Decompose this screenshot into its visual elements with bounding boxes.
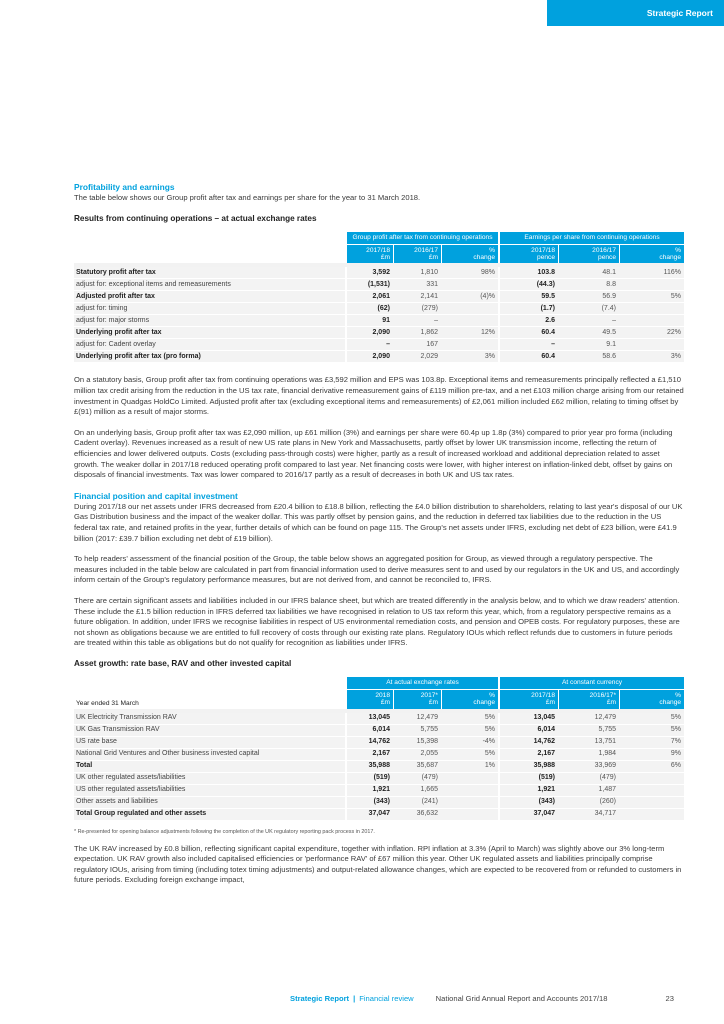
cell-value: 15,398 [393, 737, 441, 749]
cell-value [441, 797, 498, 809]
column-header-line1: 2017/18 [531, 691, 556, 699]
column-header-line1: 2017/18 [366, 246, 390, 254]
cell-value: (519) [345, 773, 393, 785]
cell-value: 14,762 [498, 737, 558, 749]
cell-value: 1,984 [558, 749, 619, 761]
cell-value: 1,921 [345, 785, 393, 797]
results-table-title: Results from continuing operations – at actual exchange rates [74, 213, 317, 223]
cell-value: 36,632 [393, 809, 441, 821]
row-header-label: Year ended 31 March [76, 699, 139, 707]
cell-value: 167 [393, 339, 441, 351]
cell-value: 9.1 [558, 339, 619, 351]
column-header [558, 689, 619, 709]
cell-value: 5,755 [558, 725, 619, 737]
footer-separator: | [353, 994, 356, 1003]
row-label: adjust for: timing [74, 303, 345, 315]
page-number: 23 [665, 994, 674, 1003]
row-label: Adjusted profit after tax [74, 291, 345, 303]
cell-value: 37,047 [345, 809, 393, 821]
column-header [498, 244, 558, 264]
profitability-intro: The table below shows our Group profit after tax and earnings per share for the year to 31 March 2018. [74, 193, 421, 202]
column-group-header: At actual exchange rates [345, 677, 498, 689]
row-label: UK Gas Transmission RAV [74, 725, 345, 737]
column-header-line2: change [659, 699, 682, 707]
cell-value: 6,014 [498, 725, 558, 737]
cell-value: 5% [619, 725, 684, 737]
header-blank [74, 232, 345, 244]
cell-value: 2,141 [393, 291, 441, 303]
financial-position-paragraph-2: To help readers' assessment of the financial position of the Group, the table below shows an aggregated position for Group, as viewed through a regulatory perspective. The measures included in the table below are calculated in part from financial information used to derive measures sent to and used by our regulators in the UK and US, and accordingly inform certain of the Group's regulatory performance measures, but are not derived from, and cannot be reconciled to, IFRS. [74, 554, 680, 585]
column-header [558, 244, 619, 264]
cell-value: – [345, 339, 393, 351]
column-header [441, 689, 498, 709]
table-row [74, 351, 684, 363]
cell-value: (241) [393, 797, 441, 809]
column-header-line2: £m [428, 254, 438, 261]
table-row [74, 339, 684, 351]
column-header-line1: % [489, 691, 496, 699]
column-header-line2: £m [380, 254, 390, 261]
table-row [74, 303, 684, 315]
column-header [619, 244, 684, 264]
cell-value: 12,479 [393, 713, 441, 725]
cell-value: 3,592 [345, 267, 393, 279]
cell-value: 14,762 [345, 737, 393, 749]
cell-value [441, 339, 498, 351]
cell-value: 34,717 [558, 809, 619, 821]
cell-value: (7.4) [558, 303, 619, 315]
column-header-line1: 2016/17* [589, 691, 617, 699]
column-header-line1: % [675, 246, 682, 254]
cell-value: – [558, 315, 619, 327]
cell-value: 35,988 [345, 761, 393, 773]
cell-value: 6% [619, 761, 684, 773]
cell-value: 5% [441, 749, 498, 761]
cell-value: (519) [498, 773, 558, 785]
column-header-line2: £m [428, 699, 438, 707]
cell-value: 5,755 [393, 725, 441, 737]
financial-position-heading: Financial position and capital investment [74, 490, 238, 501]
table-row [74, 773, 684, 785]
column-group-header: Earnings per share from continuing operations [498, 232, 684, 244]
page-footer [290, 994, 710, 1004]
cell-value: – [498, 339, 558, 351]
row-label: US other regulated assets/liabilities [74, 785, 345, 797]
cell-value: 91 [345, 315, 393, 327]
cell-value: 1% [441, 761, 498, 773]
cell-value: 22% [619, 327, 684, 339]
cell-value: 2.6 [498, 315, 558, 327]
page-content [74, 182, 684, 886]
cell-value: 3% [619, 351, 684, 363]
row-label: Underlying profit after tax [74, 327, 345, 339]
column-header-line1: 2016/17 [592, 246, 616, 254]
column-header-line1: % [489, 246, 495, 254]
cell-value [441, 773, 498, 785]
cell-value: (343) [498, 797, 558, 809]
cell-value: 8.8 [558, 279, 619, 291]
results-table [74, 232, 684, 364]
table-row [74, 809, 684, 821]
cell-value [441, 303, 498, 315]
cell-value: (1.7) [498, 303, 558, 315]
cell-value: 37,047 [498, 809, 558, 821]
footer-section-link[interactable]: Strategic Report [290, 994, 350, 1003]
section-header-title: Strategic Report [646, 8, 713, 18]
asset-growth-footnote: * Re-presented for opening balance adjustments following the completion of the UK regulatory reporting pack process in 2017. [74, 828, 375, 835]
column-header-line2: change [659, 254, 682, 261]
row-label: Underlying profit after tax (pro forma) [74, 351, 345, 363]
cell-value [441, 279, 498, 291]
cell-value: 13,751 [558, 737, 619, 749]
column-group-header: At constant currency [498, 677, 684, 689]
cell-value: 2,090 [345, 351, 393, 363]
row-label: Statutory profit after tax [74, 267, 345, 279]
cell-value: 2,090 [345, 327, 393, 339]
column-header [441, 244, 498, 264]
header-blank [74, 244, 345, 264]
cell-value [619, 797, 684, 809]
column-header-line1: 2018 [375, 691, 390, 699]
row-label: adjust for: major storms [74, 315, 345, 327]
column-header-line2: £m [545, 699, 556, 707]
row-label: Total [74, 761, 345, 773]
cell-value [619, 785, 684, 797]
column-header-line2: pence [598, 254, 616, 261]
column-header-line2: £m [606, 699, 617, 707]
cell-value: (279) [393, 303, 441, 315]
table-row [74, 291, 684, 303]
cell-value: 2,029 [393, 351, 441, 363]
row-label: US rate base [74, 737, 345, 749]
column-header-line1: 2016/17 [414, 246, 438, 254]
cell-value [619, 315, 684, 327]
footer-subsection-link[interactable]: Financial review [359, 994, 414, 1003]
cell-value: 60.4 [498, 351, 558, 363]
table-row [74, 725, 684, 737]
row-label: Other assets and liabilities [74, 797, 345, 809]
cell-value: (4)% [441, 291, 498, 303]
column-header-line2: change [473, 699, 496, 707]
column-header [619, 689, 684, 709]
cell-value: 2,167 [498, 749, 558, 761]
cell-value [441, 785, 498, 797]
cell-value: 35,988 [498, 761, 558, 773]
cell-value: 3% [441, 351, 498, 363]
row-label: adjust for: exceptional items and remeasurements [74, 279, 345, 291]
table-row [74, 749, 684, 761]
cell-value: 7% [619, 737, 684, 749]
cell-value: (479) [558, 773, 619, 785]
cell-value [441, 315, 498, 327]
cell-value: 5% [441, 713, 498, 725]
cell-value: 48.1 [558, 267, 619, 279]
table-row [74, 315, 684, 327]
cell-value: (62) [345, 303, 393, 315]
cell-value: – [393, 315, 441, 327]
cell-value [619, 809, 684, 821]
cell-value [619, 773, 684, 785]
cell-value: 98% [441, 267, 498, 279]
row-label: UK Electricity Transmission RAV [74, 713, 345, 725]
cell-value: 5% [441, 725, 498, 737]
column-header-line2: pence [537, 254, 555, 261]
profitability-paragraph-1: On a statutory basis, Group profit after tax from continuing operations was £3,592 million and EPS was 103.8p. Exceptional items and remeasurements principally reflected a £1,510 million tax credit arising from the reduction in the US tax rate, financial derivative remeasurement gains of £119 million pre-tax, and a net £103 million charge arising from our retained investment in Quadgas HoldCo Limited. Adjusted profit after tax (excluding exceptional items and remeasurements) of £2,061 million included £62 million, relating to timing offset by £(91) million as a result of major storms. [74, 375, 684, 417]
cell-value: 5% [619, 713, 684, 725]
table-row [74, 267, 684, 279]
cell-value: 13,045 [345, 713, 393, 725]
table-row [74, 761, 684, 773]
cell-value: (479) [393, 773, 441, 785]
column-header [345, 244, 393, 264]
cell-value: 49.5 [558, 327, 619, 339]
cell-value: 12% [441, 327, 498, 339]
table-row [74, 737, 684, 749]
header-blank [74, 677, 345, 689]
cell-value: 331 [393, 279, 441, 291]
cell-value: 9% [619, 749, 684, 761]
column-header [498, 689, 558, 709]
asset-growth-table [74, 677, 684, 821]
column-header-line1: % [675, 691, 682, 699]
cell-value: 59.5 [498, 291, 558, 303]
cell-value: 1,921 [498, 785, 558, 797]
cell-value: 116% [619, 267, 684, 279]
cell-value: 2,055 [393, 749, 441, 761]
profitability-paragraph-2: On an underlying basis, Group profit after tax was £2,090 million, up £61 million (3%) and earnings per share were 60.4p up 1.8p (3%) compared to prior year pro forma (including Cadent overlay). Revenues increased as a result of new US rate plans in New York and Massachusetts, partly offset by lower UK transmission income, reflecting the return of efficiencies and lower delivered outputs. Costs (excluding pass-through costs) were higher, partly as a result of increased workload and additional depreciation related to asset growth. The weaker dollar in 2017/18 reduced operating profit compared to last year. Net financing costs were lower, with higher interest on inflation-linked debt, offset by gains on disposals of financial investments. Tax was lower compared to 2016/17 partly as a result of decreases in both UK and US tax rates. [74, 427, 673, 480]
cell-value: 58.6 [558, 351, 619, 363]
column-header-line1: 2017* [420, 691, 438, 699]
table-row [74, 797, 684, 809]
row-label: National Grid Ventures and Other business invested capital [74, 749, 345, 761]
table-row [74, 327, 684, 339]
cell-value: (1,531) [345, 279, 393, 291]
cell-value: 12,479 [558, 713, 619, 725]
cell-value: (44.3) [498, 279, 558, 291]
cell-value: 1,810 [393, 267, 441, 279]
cell-value: 6,014 [345, 725, 393, 737]
column-group-header: Group profit after tax from continuing operations [345, 232, 498, 244]
cell-value [619, 279, 684, 291]
cell-value: (260) [558, 797, 619, 809]
financial-position-paragraph-3: There are certain significant assets and liabilities included in our IFRS balance sheet, but which are treated differently in the analysis below, and to which we draw readers' attention. These include the £1.5 billion reduction in IFRS deferred tax liabilities we have recognised in relation to US tax reform this year, which, from a regulatory perspective remains as a future obligation. In addition, under IFRS we recognise liabilities in respect of US environmental remediation costs, and pension and OPEB costs. For regulatory purposes, these are not shown as obligations because we are entitled to full recovery of costs through our existing rate plans. Regulatory IOUs which reflect refunds due to customers in future periods are treated within this table as obligations but do not qualify for recognition as liabilities under IFRS. [74, 595, 680, 648]
column-header-line1: 2017/18 [531, 246, 555, 254]
row-label: adjust for: Cadent overlay [74, 339, 345, 351]
cell-value: 1,862 [393, 327, 441, 339]
column-header [345, 689, 393, 709]
row-label: Total Group regulated and other assets [74, 809, 345, 821]
table-row [74, 279, 684, 291]
asset-growth-table-title: Asset growth: rate base, RAV and other invested capital [74, 658, 292, 668]
table-row [74, 785, 684, 797]
cell-value: 56.9 [558, 291, 619, 303]
profitability-heading: Profitability and earnings [74, 182, 175, 192]
cell-value: 1,487 [558, 785, 619, 797]
column-header-line2: change [473, 254, 495, 261]
cell-value: 2,167 [345, 749, 393, 761]
cell-value: 2,061 [345, 291, 393, 303]
column-header [393, 689, 441, 709]
financial-position-paragraph-1: During 2017/18 our net assets under IFRS decreased from £20.4 billion to £18.8 billion, reflecting the £4.0 billion distribution to shareholders, relating to last year's disposal of our UK Gas Distribution business and the impact of the weaker dollar. This was partly offset by pension gains, and the reduction in deferred tax liabilities due to the reduction in the US federal tax rate, and retained profits in the year, further details of which can be found on page 115. The Group's net assets under IFRS, excluding net debt of £23 billion, were £41.9 billion (2017: £39.7 billion excluding net debt of £19 billion). [74, 501, 683, 543]
cell-value: 35,687 [393, 761, 441, 773]
cell-value: 5% [619, 291, 684, 303]
column-header [393, 244, 441, 264]
cell-value: (343) [345, 797, 393, 809]
cell-value: 13,045 [498, 713, 558, 725]
cell-value [619, 303, 684, 315]
section-header-bar [547, 0, 724, 26]
cell-value [619, 339, 684, 351]
cell-value: 1,665 [393, 785, 441, 797]
cell-value: 60.4 [498, 327, 558, 339]
cell-value: 103.8 [498, 267, 558, 279]
footer-report-name: National Grid Annual Report and Accounts 2017/18 [435, 994, 608, 1003]
cell-value: -4% [441, 737, 498, 749]
asset-growth-paragraph-1: The UK RAV increased by £0.8 billion, reflecting significant capital expenditure, together with inflation. RPI inflation at 3.3% (April to March) was slightly above our 3% long-term expectation. UK RAV growth also included capitalised efficiencies or 'performance RAV' of £67 million this year. Other UK regulated assets and liabilities principally comprise regulatory IOUs, arising from timing (including totex timing adjustments) and output-related allowance changes, which are expected to be recovered from or refunded to customers in future periods. Excluding foreign exchange impact, [74, 843, 682, 885]
table-row [74, 713, 684, 725]
column-header-line2: £m [380, 699, 390, 707]
cell-value [441, 809, 498, 821]
row-label: UK other regulated assets/liabilities [74, 773, 345, 785]
cell-value: 33,969 [558, 761, 619, 773]
